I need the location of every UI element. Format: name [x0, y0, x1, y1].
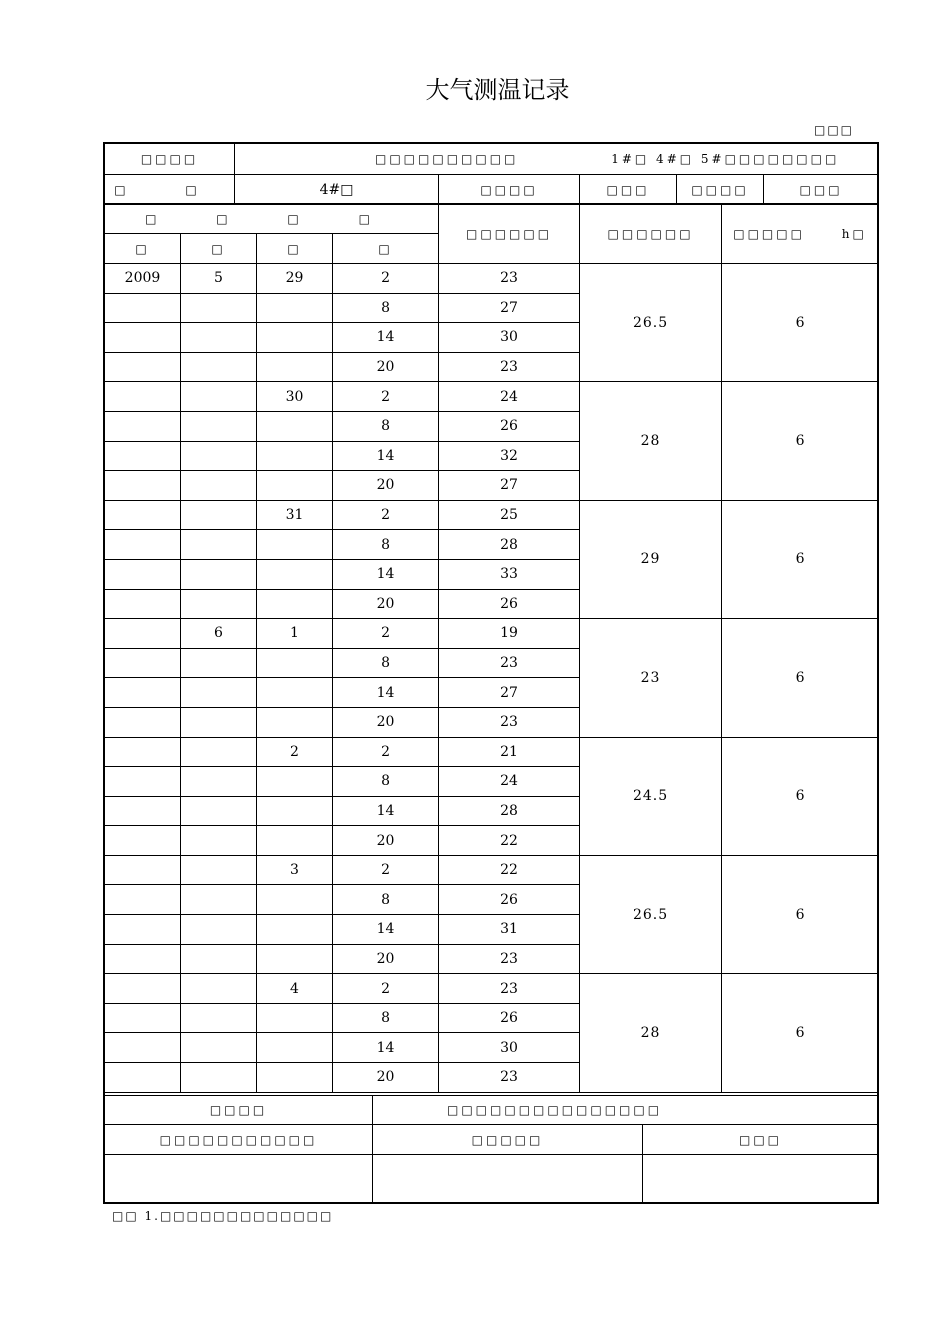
hour-cell: 8 [333, 885, 439, 915]
year-cell [105, 678, 181, 708]
year-cell [105, 441, 181, 471]
interval-cell: 6 [722, 264, 879, 382]
signature-field-2[interactable] [373, 1155, 643, 1203]
temp-cell: 23 [439, 944, 580, 974]
hour-cell: 8 [333, 767, 439, 797]
temp-cell: 24 [439, 382, 580, 412]
hour-cell: 20 [333, 1063, 439, 1093]
day-cell [257, 530, 333, 560]
month-cell [181, 707, 257, 737]
conclusion-label: □□□□ [105, 1096, 373, 1125]
temp-cell: 23 [439, 1063, 580, 1093]
temp-cell: 27 [439, 471, 580, 501]
day-cell [257, 411, 333, 441]
interval-cell: 6 [722, 619, 879, 737]
month-cell [181, 974, 257, 1004]
day-cell: 4 [257, 974, 333, 1004]
document-code: □□□ [813, 123, 854, 137]
conclusion-value [373, 1096, 879, 1125]
table-row [105, 382, 879, 412]
day-cell [257, 678, 333, 708]
hour-cell: 8 [333, 411, 439, 441]
month-cell [181, 352, 257, 382]
table-row [105, 974, 879, 1004]
year-cell: 2009 [105, 264, 181, 294]
interval-cell: 6 [722, 382, 879, 500]
temp-cell: 27 [439, 678, 580, 708]
month-cell [181, 737, 257, 767]
day-cell [257, 944, 333, 974]
temp-cell: 26 [439, 411, 580, 441]
temp-cell: 26 [439, 885, 580, 915]
year-cell [105, 382, 181, 412]
temp-header: □□□□□□ [439, 204, 580, 264]
instrument-value: □□□ [764, 175, 879, 205]
hour-cell: 20 [333, 707, 439, 737]
interval-unit: h□ [841, 226, 867, 241]
hour-cell: 14 [333, 678, 439, 708]
month-header: □ [181, 234, 257, 264]
instrument-label: □□□□ [677, 175, 764, 205]
interval-cell: 6 [722, 855, 879, 973]
year-cell [105, 944, 181, 974]
day-cell: 31 [257, 500, 333, 530]
temp-cell: 23 [439, 648, 580, 678]
hour-cell: 2 [333, 500, 439, 530]
day-header: □ [257, 234, 333, 264]
month-cell [181, 559, 257, 589]
temp-cell: 27 [439, 293, 580, 323]
year-cell [105, 1063, 181, 1093]
conclusion-text: □□□□□□□□□□□□□□□ [447, 1103, 663, 1117]
hour-cell: 2 [333, 382, 439, 412]
year-cell [105, 619, 181, 649]
table-row [105, 619, 879, 649]
day-cell [257, 471, 333, 501]
year-cell [105, 530, 181, 560]
year-header: □ [105, 234, 181, 264]
year-cell [105, 293, 181, 323]
day-cell [257, 1063, 333, 1093]
day-cell [257, 885, 333, 915]
hour-cell: 2 [333, 264, 439, 294]
temp-cell: 30 [439, 323, 580, 353]
day-cell: 2 [257, 737, 333, 767]
day-cell: 29 [257, 264, 333, 294]
year-cell [105, 885, 181, 915]
method-label: □□□□ [439, 175, 580, 205]
table-row [105, 737, 879, 767]
temp-cell: 23 [439, 352, 580, 382]
hour-cell: 20 [333, 826, 439, 856]
month-cell [181, 915, 257, 945]
avg-temp-cell: 26.5 [580, 855, 722, 973]
temp-cell: 26 [439, 589, 580, 619]
month-cell [181, 411, 257, 441]
table-row [105, 855, 879, 885]
month-cell [181, 1003, 257, 1033]
hour-cell: 20 [333, 589, 439, 619]
table-row [105, 264, 879, 294]
day-cell [257, 826, 333, 856]
temp-cell: 22 [439, 826, 580, 856]
time-group-header: □ □ □ □ [105, 204, 439, 234]
interval-cell: 6 [722, 500, 879, 618]
year-cell [105, 1003, 181, 1033]
hour-cell: 14 [333, 796, 439, 826]
day-cell [257, 293, 333, 323]
day-cell [257, 1033, 333, 1063]
method-value: □□□ [580, 175, 677, 205]
hour-cell: 14 [333, 441, 439, 471]
day-cell [257, 589, 333, 619]
hour-cell: 2 [333, 737, 439, 767]
temp-cell: 25 [439, 500, 580, 530]
temp-cell: 23 [439, 974, 580, 1004]
part-value: 4#□ [235, 175, 439, 205]
month-cell [181, 293, 257, 323]
month-cell: 5 [181, 264, 257, 294]
year-cell [105, 559, 181, 589]
hour-cell: 8 [333, 648, 439, 678]
temp-cell: 22 [439, 855, 580, 885]
avg-temp-cell: 29 [580, 500, 722, 618]
month-cell [181, 796, 257, 826]
temp-cell: 31 [439, 915, 580, 945]
hour-cell: 14 [333, 323, 439, 353]
temp-cell: 33 [439, 559, 580, 589]
temp-cell: 30 [439, 1033, 580, 1063]
project-buildings: 1#□ 4#□ 5#□□□□□□□□ [611, 152, 840, 166]
year-cell [105, 323, 181, 353]
signature-field-1[interactable] [105, 1155, 373, 1203]
hour-cell: 8 [333, 1003, 439, 1033]
page-title: 大气测温记录 [425, 76, 570, 104]
day-cell [257, 352, 333, 382]
hour-cell: 14 [333, 915, 439, 945]
hour-header: □ [333, 234, 439, 264]
day-cell [257, 796, 333, 826]
day-cell [257, 767, 333, 797]
project-name: □□□□□□□□□□ [375, 152, 519, 166]
year-cell [105, 471, 181, 501]
hour-cell: 14 [333, 559, 439, 589]
table-row [105, 500, 879, 530]
day-cell [257, 323, 333, 353]
month-cell [181, 678, 257, 708]
month-cell [181, 323, 257, 353]
interval-label: □□□□□ [733, 226, 805, 241]
month-cell: 6 [181, 619, 257, 649]
day-cell: 1 [257, 619, 333, 649]
year-cell [105, 767, 181, 797]
month-cell [181, 589, 257, 619]
temp-cell: 26 [439, 1003, 580, 1033]
project-label: □□□□ [105, 144, 235, 175]
month-cell [181, 767, 257, 797]
day-cell [257, 441, 333, 471]
avg-temp-cell: 24.5 [580, 737, 722, 855]
month-cell [181, 382, 257, 412]
interval-cell: 6 [722, 974, 879, 1092]
day-cell [257, 559, 333, 589]
temp-cell: 32 [439, 441, 580, 471]
month-cell [181, 885, 257, 915]
year-cell [105, 648, 181, 678]
avg-temp-cell: 28 [580, 974, 722, 1092]
day-cell: 30 [257, 382, 333, 412]
signature-label-1: □□□□□□□□□□□ [105, 1125, 373, 1155]
year-cell [105, 500, 181, 530]
temp-cell: 28 [439, 530, 580, 560]
month-cell [181, 500, 257, 530]
footnote: □□ 1.□□□□□□□□□□□□□ [112, 1209, 334, 1223]
temp-cell: 24 [439, 767, 580, 797]
header-table [104, 143, 879, 205]
month-cell [181, 944, 257, 974]
avg-temp-cell: 28 [580, 382, 722, 500]
interval-header [722, 204, 879, 264]
temp-cell: 23 [439, 707, 580, 737]
signature-field-3[interactable] [643, 1155, 879, 1203]
interval-cell: 6 [722, 737, 879, 855]
year-cell [105, 855, 181, 885]
year-cell [105, 589, 181, 619]
signature-label-2: □□□□□ [373, 1125, 643, 1155]
day-cell [257, 707, 333, 737]
year-cell [105, 707, 181, 737]
month-cell [181, 648, 257, 678]
temp-cell: 28 [439, 796, 580, 826]
hour-cell: 20 [333, 944, 439, 974]
part-label: □ □ [105, 175, 235, 205]
year-cell [105, 915, 181, 945]
hour-cell: 8 [333, 293, 439, 323]
month-cell [181, 471, 257, 501]
hour-cell: 14 [333, 1033, 439, 1063]
day-cell [257, 915, 333, 945]
year-cell [105, 826, 181, 856]
hour-cell: 8 [333, 530, 439, 560]
hour-cell: 20 [333, 352, 439, 382]
hour-cell: 2 [333, 855, 439, 885]
avg-temp-cell: 23 [580, 619, 722, 737]
day-cell [257, 1003, 333, 1033]
day-cell [257, 648, 333, 678]
hour-cell: 20 [333, 471, 439, 501]
temp-cell: 21 [439, 737, 580, 767]
month-cell [181, 1063, 257, 1093]
year-cell [105, 1033, 181, 1063]
month-cell [181, 855, 257, 885]
year-cell [105, 796, 181, 826]
hour-cell: 2 [333, 974, 439, 1004]
year-cell [105, 352, 181, 382]
year-cell [105, 411, 181, 441]
year-cell [105, 737, 181, 767]
temperature-table [104, 203, 879, 1093]
avg-temp-header: □□□□□□ [580, 204, 722, 264]
month-cell [181, 441, 257, 471]
temp-cell: 23 [439, 264, 580, 294]
month-cell [181, 826, 257, 856]
month-cell [181, 530, 257, 560]
year-cell [105, 974, 181, 1004]
hour-cell: 2 [333, 619, 439, 649]
footer-table [104, 1095, 879, 1203]
project-value [235, 144, 879, 175]
avg-temp-cell: 26.5 [580, 264, 722, 382]
signature-label-3: □□□ [643, 1125, 879, 1155]
temp-cell: 19 [439, 619, 580, 649]
day-cell: 3 [257, 855, 333, 885]
month-cell [181, 1033, 257, 1063]
